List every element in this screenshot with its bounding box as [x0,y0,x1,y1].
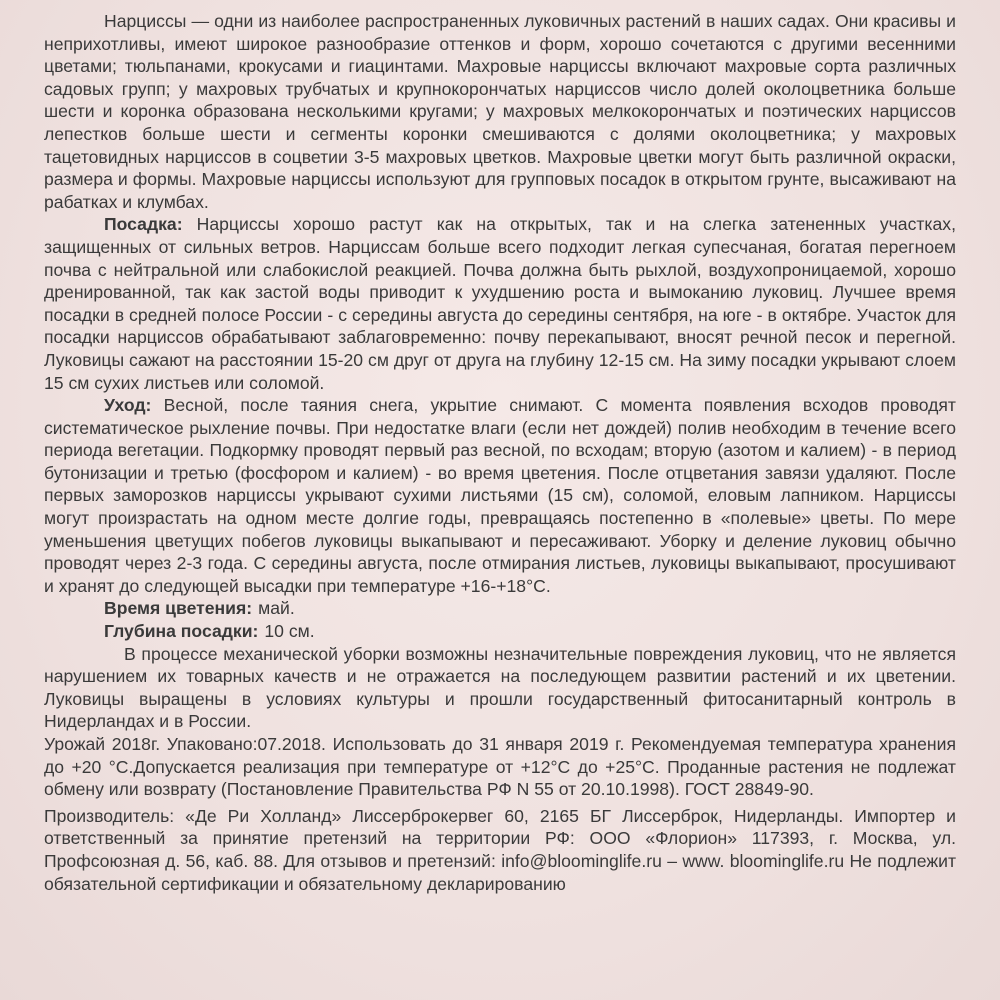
care-text: Весной, после таяния снега, укрытие снимают. С момента появления всходов проводят систематическое рыхление почвы. При недостатке влаги (если нет дождей) полив необходим в течение всего периода вегетации. Подкормку проводят первый раз весной, по всходам; вторую (азотом и калием) - в период бутонизации и третью (фосфором и калием) - во время цветения. После отцветания завязи удаляют. После первых заморозков нарциссы укрывают сухими листьями (15 см), соломой, еловым лапником. Нарциссы могут произрастать на одном месте долгие годы, превращаясь постепенно в «полевые» цветы. По мере уменьшения цветущих побегов луковицы выкапывают и пересаживают. Уборку и деление луковиц обычно проводят через 2-3 года. С середины августа, после отмирания листьев, луковицы выкапывают, просушивают и хранят до следующей высадки при температуре +16-+18°С. [44,395,956,596]
planting-depth-row [44,620,956,643]
planting-depth-label: Глубина посадки: [104,621,259,642]
harvest-storage-paragraph: Урожай 2018г. Упаковано:07.2018. Использовать до 31 января 2019 г. Рекомендуемая температура хранения до +20 °С.Допускается реализация при температуре от +12°С до +25°С. Проданные растения не подлежат обмену или возврату (Постановление Правительства РФ N 55 от 20.10.1998). ГОСТ 28849-90. [44,734,956,800]
planting-label: Посадка: [104,214,183,235]
product-description-sheet [44,10,956,895]
manufacturer-paragraph: Производитель: «Де Ри Холланд» Лиссерброкервег 60, 2165 БГ Лиссерброк, Нидерланды. Импортер и ответственный за принятие претензий на территории РФ: ООО «Флорион» 117393, г. Москва, ул. Профсоюзная д. 56, каб. 88. Для отзывов и претензий: info@bloominglife.ru – www. bloominglife.ru Не подлежит обязательной сертификации и обязательному декларированию [44,805,956,894]
intro-paragraph: Нарциссы — одни из наиболее распространенных луковичных растений в наших садах. Они красивы и неприхотливы, имеют широкое разнообразие оттенков и форм, хорошо сочетаются с другими весенними цветами; тюльпанами, крокусами и гиацинтами. Махровые нарциссы включают махровые сорта различных садовых групп; у махровых трубчатых и крупнокорончатых нарциссов число долей околоцветника больше шести и коронка образована несколькими кругами; у махровых мелкокорончатых и поэтических нарциссов лепестков больше шести и сегменты коронки смешиваются с долями околоцветника; у махровых тацетовидных нарциссов в соцветии 3-5 махровых цветков. Махровые цветки могут быть различной окраски, размера и формы. Махровые нарциссы используют для групповых посадок в открытом грунте, высаживают на рабатках и клумбах. [44,11,956,212]
planting-section [44,213,956,394]
damage-note-paragraph: В процессе механической уборки возможны незначительные повреждения луковиц, что не является нарушением их товарных качеств и не отражается на последующем развитии растений и их цветении. Луковицы выращены в условиях культуры и прошли государственный фитосанитарный контроль в Нидерландах и в России. [44,643,956,732]
care-label: Уход: [104,395,152,416]
bloom-time-value: май. [258,598,295,619]
planting-depth-value: 10 см. [264,621,315,642]
care-section [44,394,956,597]
planting-text: Нарциссы хорошо растут как на открытых, так и на слегка затененных участках, защищенных от сильных ветров. Нарциссам больше всего подходит легкая супесчаная, богатая перегноем почва с нейтральной или слабокислой реакцией. Почва должна быть рыхлой, воздухопроницаемой, хорошо дренированной, так как застой воды приводит к ухудшению роста и вымоканию луковиц. Лучшее время посадки в средней полосе России - с середины августа до середины сентября, на юге - в октябре. Участок для посадки нарциссов обрабатывают заблаговременно: почву перекапывают, вносят речной песок и перегной. Луковицы сажают на расстоянии 15-20 см друг от друга на глубину 12-15 см. На зиму посадки укрывают слоем 15 см сухих листьев или соломой. [44,214,956,393]
bloom-time-row [44,597,956,620]
bloom-time-label: Время цветения: [104,598,253,619]
